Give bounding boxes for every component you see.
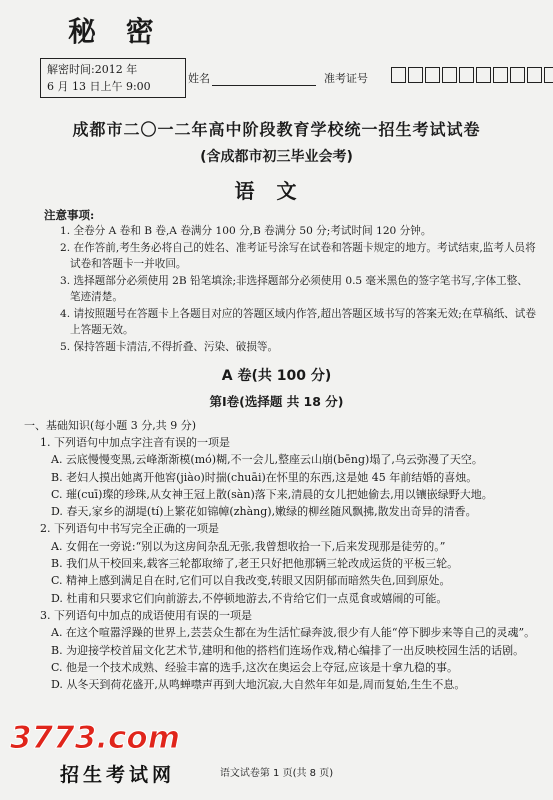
question-option: C. 精神上感到满足自在时,它们可以自我改变,转眼又因阴郁而暗然失色,回到原处。 xyxy=(51,574,451,588)
candidate-info-row xyxy=(188,70,368,86)
section-a-title: A 卷(共 100 分) xyxy=(221,368,332,384)
question-option: B. 为迎接学校首届文化艺术节,建明和他的搭档们连场作戏,精心编排了一出反映校园生活的话剧。 xyxy=(51,643,525,657)
notice-item: 5. 保持答题卡清洁,不得折叠、污染、破损等。 xyxy=(60,340,279,353)
name-label: 姓名 xyxy=(188,72,210,85)
watermark-site-logo: 3773.com xyxy=(10,720,181,756)
exam-no-box xyxy=(527,67,542,83)
decrypt-time-box xyxy=(40,58,186,98)
question-stem: 1. 下列语句中加点字注音有误的一项是 xyxy=(40,436,230,449)
notice-item: 2. 在作答前,考生务必将自己的姓名、准考证号涂写在试卷和答题卡规定的地方。考试结束,监考人员将试卷和答题卡一并收回。 xyxy=(60,241,536,270)
question-option: A. 女佣在一旁说:“别以为这房间杂乱无张,我曾想收拾一下,后来发现那是徒劳的。” xyxy=(51,539,446,553)
exam-no-boxes xyxy=(391,67,553,83)
decrypt-time-line2: 6 月 13 日上午 9:00 xyxy=(47,80,151,93)
exam-no-label: 准考证号 xyxy=(324,72,368,85)
notice-item: 1. 全卷分 A 卷和 B 卷,A 卷满分 100 分,B 卷满分 50 分;考试时间 120 分钟。 xyxy=(60,225,432,237)
question-option: D. 从冬天到荷花盛开,从鸣蝉噤声再到大地沉寂,大自然年年如是,周而复始,生生不息。 xyxy=(51,678,466,692)
question-option: C. 他是一个技术成熟、经验丰富的选手,这次在奥运会上夺冠,应该是十拿九稳的事。 xyxy=(51,660,459,674)
exam-no-box xyxy=(391,67,406,83)
question-option: B. 老妇人摸出她离开他窖(jiào)时揣(chuāi)在怀里的东西,这是她 45 年前结婚的喜烛。 xyxy=(51,470,478,484)
watermark-site-name: 招生考试网 xyxy=(60,764,176,786)
exam-no-box xyxy=(493,67,508,83)
question-stem: 2. 下列语句中书写完全正确的一项是 xyxy=(40,522,219,536)
question-list xyxy=(24,434,538,693)
exam-no-box xyxy=(425,67,440,83)
question-option: A. 在这个喧嚣浮躁的世界上,芸芸众生都在为生活忙碌奔波,很少有人能“停下脚步来等自己的灵魂”。 xyxy=(51,626,536,640)
secret-label: 秘 密 xyxy=(68,15,164,48)
question-option: D. 春天,家乡的湖堤(tí)上繁花如锦幛(zhàng),嫩绿的柳丝随风飘拂,散发出奇异的清香。 xyxy=(51,505,477,519)
question-option: C. 璀(cuī)璨的珍珠,从女神王冠上散(sàn)落下来,清晨的女儿把她偷去,用以镶嵌绿野大地。 xyxy=(51,487,493,501)
exam-title: 成都市二〇一二年高中阶段教育学校统一招生考试试卷 xyxy=(72,120,481,139)
notice-heading: 注意事项: xyxy=(44,208,95,222)
exam-no-box xyxy=(408,67,423,83)
exam-no-box xyxy=(476,67,491,83)
question-option: A. 云底慢慢变黑,云峰渐渐模(mó)糊,不一会儿,整座云山崩(bēng)塌了,乌云弥漫了天空。 xyxy=(51,453,483,467)
basic-knowledge-heading: 一、基础知识(每小题 3 分,共 9 分) xyxy=(24,419,197,432)
notice-item: 4. 请按照题号在答题卡上各题目对应的答题区域内作答,超出答题区域书写的答案无效;在草稿纸、试卷上答题无效。 xyxy=(60,307,536,336)
exam-no-box xyxy=(459,67,474,83)
exam-no-box xyxy=(544,67,553,83)
exam-no-box xyxy=(510,67,525,83)
notice-item: 3. 选择题部分必须使用 2B 铅笔填涂;非选择题部分必须使用 0.5 毫米黑色的签字笔书写,字体工整、笔迹清楚。 xyxy=(60,274,528,303)
exam-subtitle: (含成都市初三毕业会考) xyxy=(200,149,353,165)
question-stem: 3. 下列语句中加点的成语使用有误的一项是 xyxy=(40,608,252,622)
subject-title: 语文 xyxy=(234,179,319,203)
notice-list xyxy=(60,223,538,355)
question-option: B. 我们从干校回来,载客三轮都取缔了,老王只好把他那辆三轮改成运货的平板三轮。 xyxy=(51,557,459,571)
part-one-title: 第Ⅰ卷(选择题 共 18 分) xyxy=(209,394,344,409)
question-option: D. 杜甫和只要求它们向前游去,不停顿地游去,不肯给它们一点觅食或嬉闹的可能。 xyxy=(51,591,448,605)
name-blank xyxy=(212,74,316,86)
page-footer: 语文试卷第 1 页(共 8 页) xyxy=(219,768,334,779)
exam-no-box xyxy=(442,67,457,83)
decrypt-time-line1: 解密时间:2012 年 xyxy=(47,63,138,76)
